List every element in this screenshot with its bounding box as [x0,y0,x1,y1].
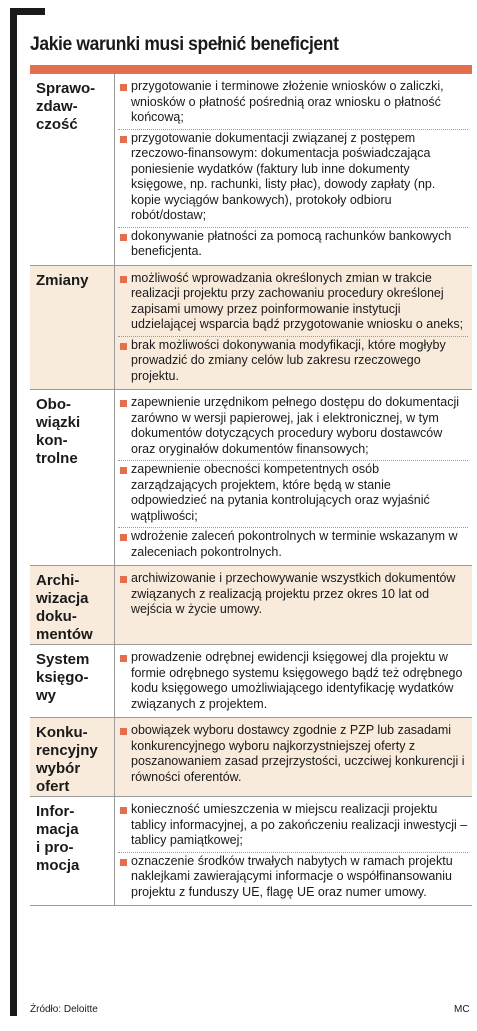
row-items [114,718,472,796]
bullet-icon [120,467,127,474]
row-items [114,566,472,644]
item-text: obowiązek wyboru dostawcy zgodnie z PZP lub zasadami konkurencyjnego wyboru najkorzystniejszej oferty z poszanowaniem zasad przejrzystości, uczciwej konkurencji i równości oferentów. [131,723,465,784]
author-credit: MC [454,1004,470,1015]
bullet-icon [120,343,127,350]
list-item [118,460,468,527]
conditions-table [30,74,472,906]
list-item [118,270,468,336]
row-items [114,74,472,265]
row-label: System księgo- wy [36,651,90,704]
table-row [30,390,472,566]
bullet-icon [120,234,127,241]
item-text: konieczność umieszczenia w miejscu realizacji projektu tablicy informacyjnej, a po zakończeniu realizacji inwestycji – tablicy pamiątkowej; [131,802,468,847]
list-item [118,852,468,904]
row-label: Konku- rencyjny wybór ofert [36,724,98,795]
row-items [114,390,472,565]
item-text: możliwość wprowadzania określonych zmian w trakcie realizacji projektu przy zachowaniu procedury określonej zapisami umowy przez poinformowanie instytucji udzielającej wsparcia bądź przygotowanie wniosku o aneks; [131,270,464,331]
item-text: przygotowanie dokumentacji związanej z postępem rzeczowo-finansowym: dokumentacja poświadczająca poniesienie wydatków (faktury lub inne dokumenty księgowe, np. rachunki, listy płac), dowody zapłaty (np. kopie wyciągów bankowych), protokoły odbioru robót/dostaw; [131,130,436,222]
item-text: oznaczenie środków trwałych nabytych w ramach projektu naklejkami zawierającymi informacje o współfinansowaniu projektu z funduszy UE, flagę UE oraz numer umowy. [131,853,453,899]
item-text: prowadzenie odrębnej ewidencji księgowej dla projektu w formie odrębnego systemu księgowego bądź też odrębnego kodu księgowego umożliwiającego identyfikację wydatków związanych z projektem. [131,650,463,711]
bullet-icon [120,276,127,283]
bullet-icon [120,859,127,866]
page-title: Jakie warunki musi spełnić beneficjent [30,34,339,55]
row-items [114,645,472,717]
row-label: Obo- wiązki kon- trolne [36,396,81,467]
table-row [30,797,472,906]
bullet-icon [120,655,127,662]
list-item [118,801,468,852]
frame-corner-vertical [10,8,17,1016]
row-label: Infor- macja i pro- mocja [36,803,80,874]
bullet-icon [120,84,127,91]
source-note: Źródło: Deloitte [30,1004,98,1015]
table-row [30,74,472,266]
list-item [118,129,468,227]
table-row [30,266,472,391]
list-item [118,649,468,715]
row-items [114,266,472,390]
list-item [118,570,468,621]
list-item [118,394,468,460]
bullet-icon [120,576,127,583]
item-text: archiwizowanie i przechowywanie wszystkich dokumentów związanych z realizacją projektu przez okres 10 lat od wejścia w życie umowy. [131,571,456,616]
list-item [118,227,468,263]
bullet-icon [120,136,127,143]
bullet-icon [120,400,127,407]
bullet-icon [120,534,127,541]
row-label: Zmiany [36,271,89,289]
item-text: przygotowanie i terminowe złożenie wniosków o zaliczki, wniosków o płatność pośrednią oraz wniosku o płatność końcową; [131,79,444,124]
row-items [114,797,472,905]
list-item [118,722,468,788]
row-label: Archi- wizacja doku- mentów [36,572,93,643]
bullet-icon [120,728,127,735]
item-text: brak możliwości dokonywania modyfikacji, które mogłyby prowadzić do zmiany celów lub zakresu rzeczowego projektu. [131,337,446,383]
bullet-icon [120,807,127,814]
item-text: wdrożenie zaleceń pokontrolnych w terminie wskazanym w zaleceniach pokontrolnych. [131,529,458,559]
frame-corner-horizontal [10,8,45,15]
item-text: zapewnienie urzędnikom pełnego dostępu do dokumentacji zarówno w wersji papierowej, jak i elektronicznej, w tym dokumentów dotyczących procedury wyboru dostawców oraz oryginałów dokumentów finansowych; [131,395,459,456]
list-item [118,336,468,388]
title-accent-bar [30,65,472,74]
list-item [118,78,468,129]
table-row [30,718,472,797]
table-row [30,645,472,718]
list-item [118,527,468,563]
row-label: Sprawo- zdaw- czość [36,80,96,133]
item-text: dokonywanie płatności za pomocą rachunków bankowych beneficjenta. [131,228,452,258]
item-text: zapewnienie obecności kompetentnych osób zarządzających projektem, które będą w stanie odpowiedzieć na pytania kontrolujących oraz wyjaśnić wątpliwości; [131,462,430,523]
table-row [30,566,472,645]
